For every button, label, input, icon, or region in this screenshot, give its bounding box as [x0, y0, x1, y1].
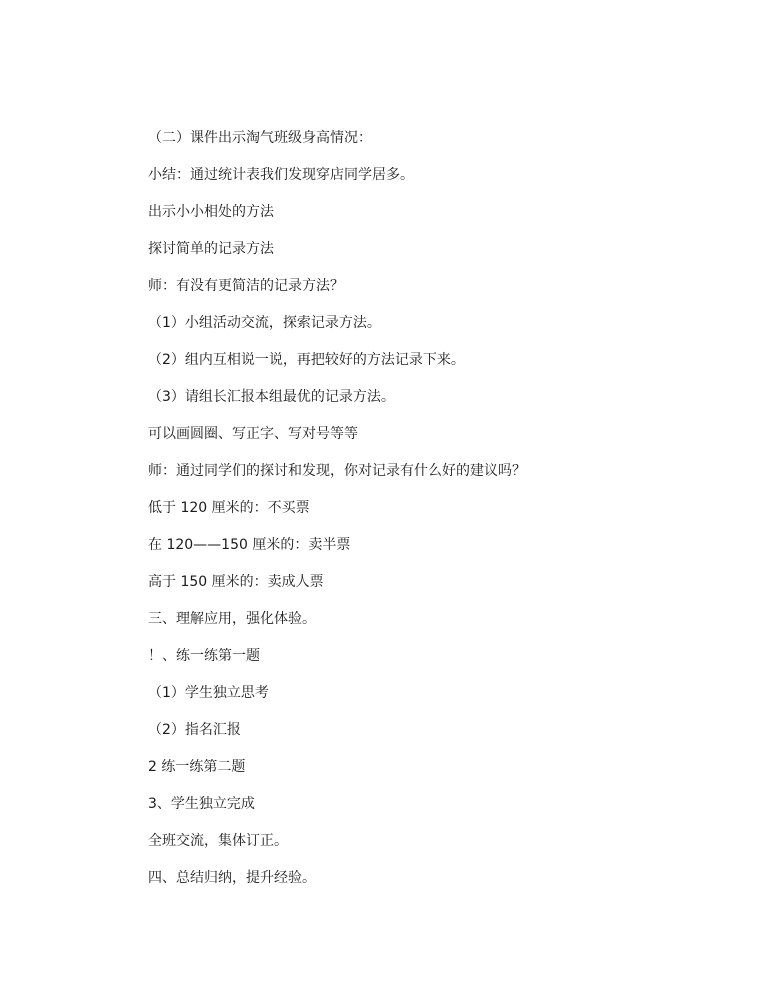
text-line: 低于 120 厘米的：不买票	[148, 500, 310, 516]
text-line: 师：通过同学们的探讨和发现，你对记录有什么好的建议吗？	[148, 463, 526, 479]
text-line: （1）学生独立思考	[148, 685, 269, 701]
text-line: 3、学生独立完成	[148, 796, 255, 812]
text-line: 四、总结归纳，提升经验。	[148, 870, 316, 886]
text-line: 高于 150 厘米的：卖成人票	[148, 574, 324, 590]
text-line: （1）小组活动交流，探索记录方法。	[148, 315, 381, 331]
text-line: ！、练一练第一题	[148, 648, 260, 664]
text-line: 小结：通过统计表我们发现穿店同学居多。	[148, 167, 414, 183]
text-line: 全班交流，集体订正。	[148, 833, 288, 849]
text-line: 2 练一练第二题	[148, 759, 246, 775]
text-line: 可以画圆圈、写正字、写对号等等	[148, 426, 358, 442]
text-line: 探讨简单的记录方法	[148, 241, 274, 257]
text-line: （2）指名汇报	[148, 722, 241, 738]
text-line: （二）课件出示淘气班级身高情况：	[148, 130, 372, 146]
text-line: 三、理解应用，强化体验。	[148, 611, 316, 627]
text-line: 在 120——150 厘米的：卖半票	[148, 537, 351, 553]
text-line: （3）请组长汇报本组最优的记录方法。	[148, 389, 395, 405]
text-line: 师：有没有更简洁的记录方法？	[148, 278, 344, 294]
text-line: 出示小小相处的方法	[148, 204, 274, 220]
text-line: （2）组内互相说一说，再把较好的方法记录下来。	[148, 352, 465, 368]
